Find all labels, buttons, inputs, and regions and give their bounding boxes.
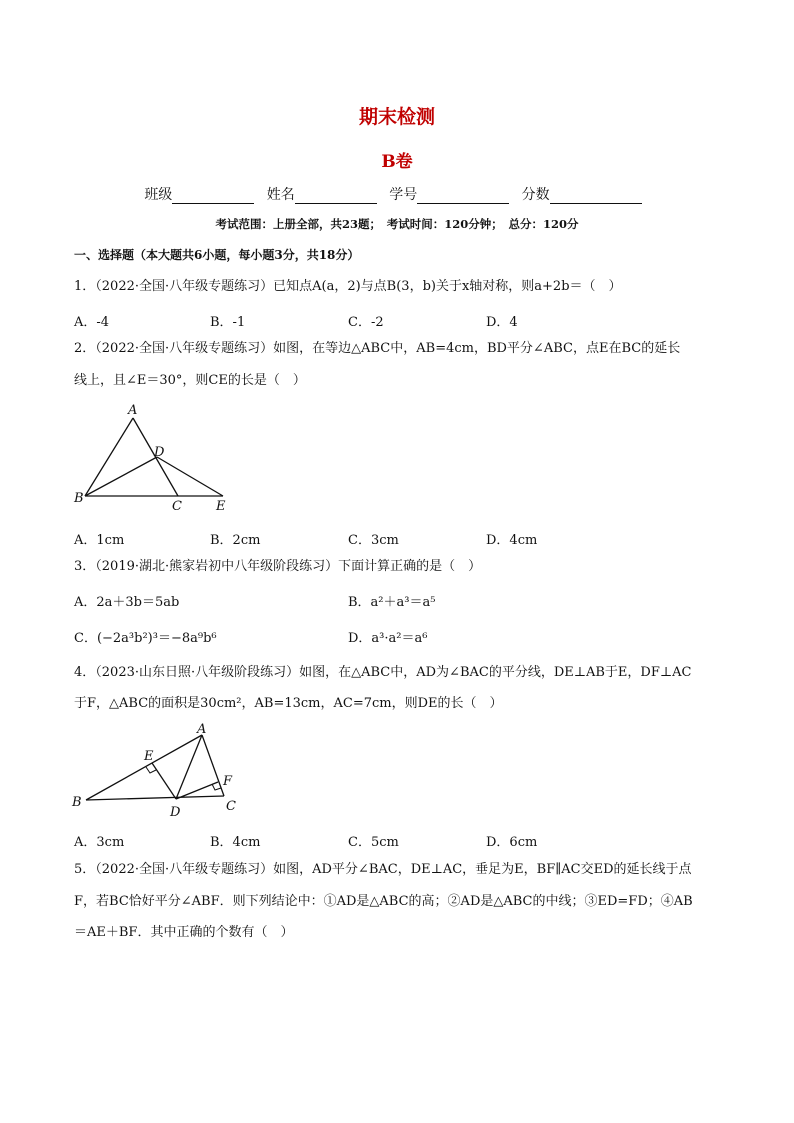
q4-option-d[interactable]: D．6cm	[486, 835, 538, 850]
q4-side-bc	[86, 796, 224, 800]
q5-stem-line2: F，若BC恰好平分∠ABF．则下列结论中：①AD是△ABC的高；②AD是△ABC的中线；③ED=FD；④AB	[74, 894, 693, 909]
q4-label-c: C	[226, 799, 236, 814]
q4-figure	[66, 720, 256, 820]
q2-segment-bd	[85, 457, 157, 496]
q1-option-b[interactable]: B．-1	[210, 315, 246, 330]
q2-stem-line1: 2．（2022·全国·八年级专题练习）如图，在等边△ABC中，AB=4cm，BD平分∠ABC，点E在BC的延长	[74, 341, 681, 356]
score-label: 分数	[521, 187, 550, 203]
class-blank[interactable]	[172, 189, 254, 204]
q4-option-b[interactable]: B．4cm	[210, 835, 261, 850]
page-title: 期末检测	[358, 106, 435, 128]
q2-label-b: B	[74, 491, 84, 506]
q4-side-ab	[86, 735, 202, 800]
q3-option-c[interactable]: C．(−2a³b²)³＝−8a⁹b⁶	[74, 631, 217, 646]
q2-label-a: A	[128, 403, 138, 418]
q1-option-a[interactable]: A．-4	[74, 315, 110, 330]
q4-label-e: E	[144, 749, 154, 764]
student-info-row	[0, 184, 794, 204]
name-label: 姓名	[266, 187, 295, 203]
q4-option-c[interactable]: C．5cm	[348, 835, 399, 850]
q4-option-a[interactable]: A．3cm	[74, 835, 125, 850]
q3-stem: 3．（2019·湖北·熊家岩初中八年级阶段练习）下面计算正确的是（ ）	[74, 559, 482, 574]
q3-option-a[interactable]: A．2a＋3b＝5ab	[74, 595, 180, 610]
q2-side-ab	[85, 418, 133, 496]
id-label: 学号	[389, 187, 418, 203]
q2-label-c: C	[172, 499, 182, 514]
q2-stem-line2: 线上，且∠E＝30°，则CE的长是（ ）	[74, 373, 306, 388]
id-blank[interactable]	[417, 189, 509, 204]
score-blank[interactable]	[550, 189, 642, 204]
q2-option-b[interactable]: B．2cm	[210, 533, 261, 548]
q2-option-a[interactable]: A．1cm	[74, 533, 125, 548]
q4-label-b: B	[72, 795, 82, 810]
exam-scope: 考试范围：上册全部，共23题； 考试时间：120分钟； 总分：120分	[215, 217, 579, 231]
q2-figure	[70, 400, 260, 518]
q2-option-d[interactable]: D．4cm	[486, 533, 538, 548]
q4-stem-line1: 4．（2023·山东日照·八年级阶段练习）如图，在△ABC中，AD为∠BAC的平分线，DE⊥AB于E，DF⊥AC	[74, 665, 692, 680]
q4-label-f: F	[223, 774, 233, 789]
q3-option-b[interactable]: B．a²＋a³＝a⁵	[348, 595, 436, 610]
q4-label-a: A	[197, 722, 207, 737]
q5-stem-line3: ＝AE＋BF．其中正确的个数有（ ）	[74, 925, 294, 940]
q2-label-d: D	[154, 445, 165, 460]
section-title: 一、选择题（本大题共6小题，每小题3分，共18分）	[74, 248, 360, 262]
page-subtitle: B卷	[381, 152, 413, 172]
q1-stem: 1．（2022·全国·八年级专题练习）已知点A(a，2)与点B(3，b)关于x轴对称，则a+2b＝（ ）	[74, 279, 622, 294]
q4-perp-de	[152, 763, 176, 799]
name-blank[interactable]	[295, 189, 377, 204]
q5-stem-line1: 5．（2022·全国·八年级专题练习）如图，AD平分∠BAC，DE⊥AC，垂足为E，BF∥AC交ED的延长线于点	[74, 862, 692, 877]
q1-option-c[interactable]: C．-2	[348, 315, 384, 330]
q2-label-e: E	[216, 499, 226, 514]
q4-label-d: D	[170, 805, 181, 820]
q3-option-d[interactable]: D．a³·a²＝a⁶	[348, 631, 428, 646]
class-label: 班级	[144, 187, 173, 203]
q4-stem-line2: 于F，△ABC的面积是30cm²，AB=13cm，AC=7cm，则DE的长（ ）	[74, 696, 503, 711]
q2-option-c[interactable]: C．3cm	[348, 533, 399, 548]
q1-option-d[interactable]: D．4	[486, 315, 518, 330]
